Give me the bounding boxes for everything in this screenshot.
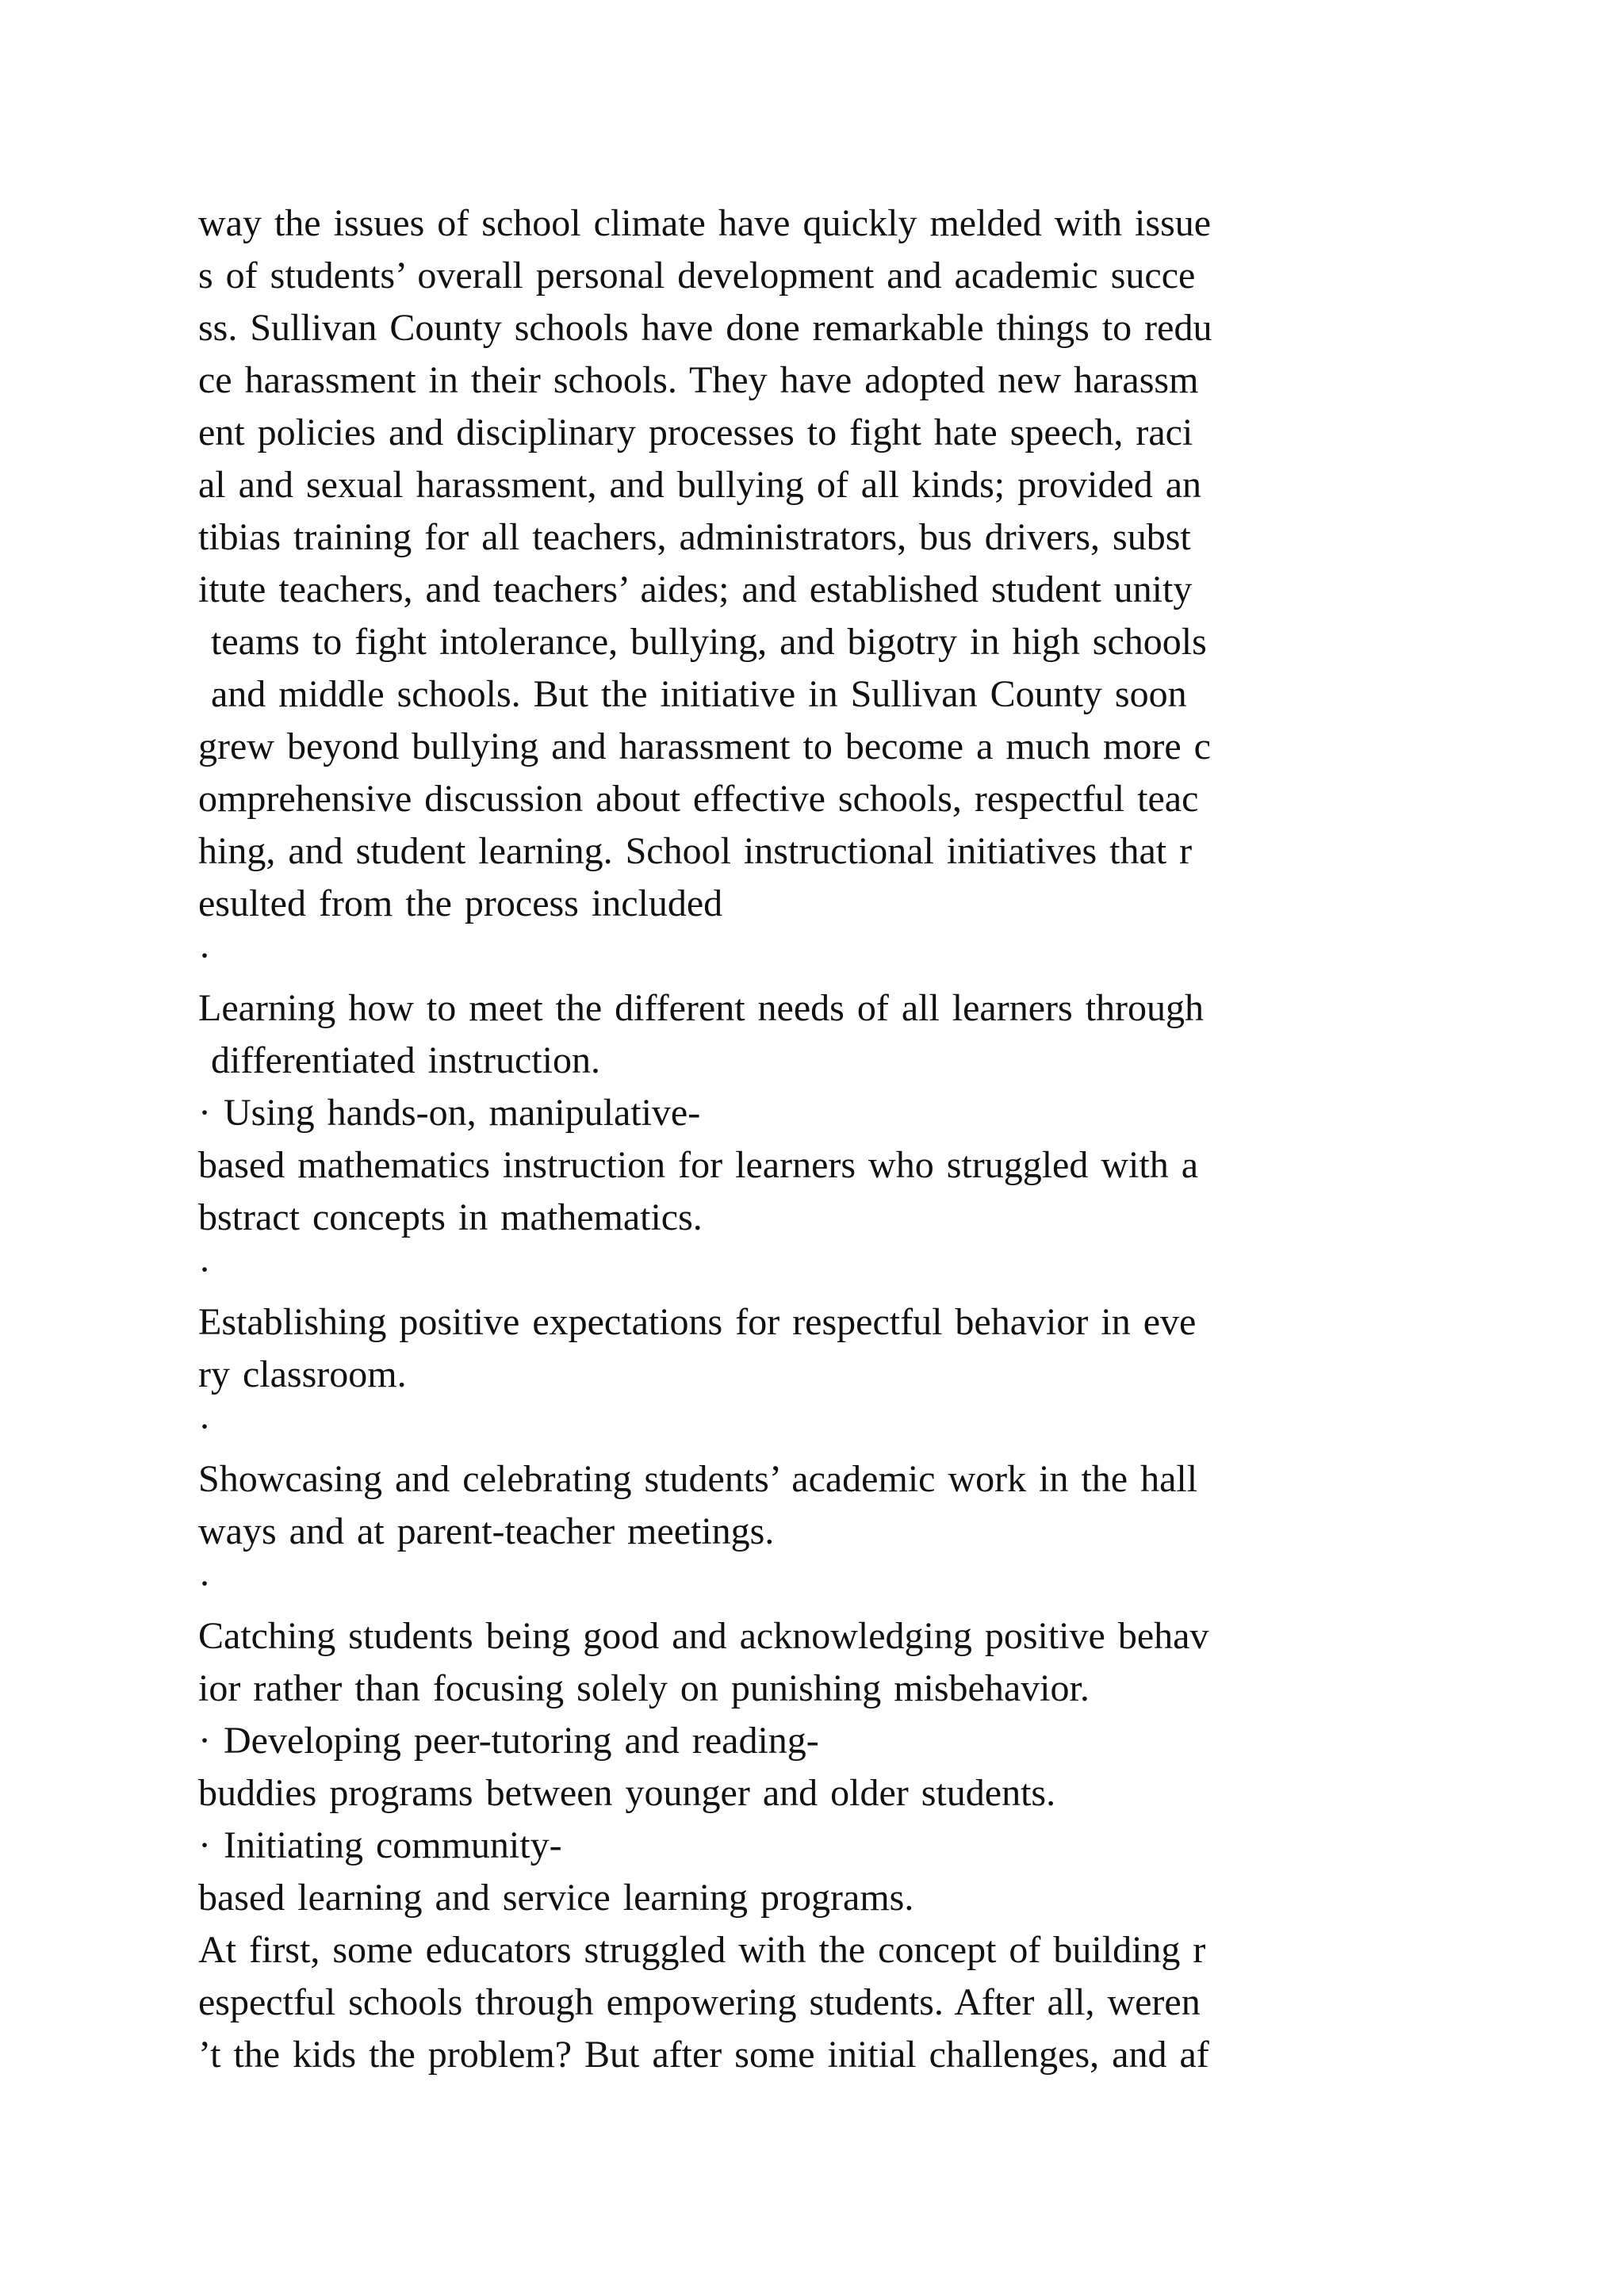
text-line: ss. Sullivan County schools have done remarkable things to redu (198, 307, 1212, 349)
text-line: hing, and student learning. School instructional initiatives that r (198, 830, 1193, 872)
text-line: ce harassment in their schools. They have adopted new harassm (198, 359, 1199, 401)
text-line: Learning how to meet the different needs of all learners through (198, 987, 1205, 1029)
text-line: tibias training for all teachers, administrators, bus drivers, subst (198, 516, 1191, 558)
bullet-marker: · (198, 1249, 211, 1291)
text-line: way the issues of school climate have quickly melded with issue (198, 202, 1212, 244)
text-line: · Developing peer-tutoring and reading- (198, 1720, 819, 1762)
text-line: buddies programs between younger and older students. (198, 1772, 1056, 1814)
text-line: Catching students being good and acknowledging positive behav (198, 1615, 1209, 1657)
text-line: esulted from the process included (198, 882, 723, 924)
text-line: · Using hands-on, manipulative- (198, 1092, 701, 1134)
text-line: s of students’ overall personal development and academic succe (198, 254, 1196, 297)
bullet-marker: · (198, 935, 211, 977)
text-line: ent policies and disciplinary processes to fight hate speech, raci (198, 411, 1193, 453)
text-line: and middle schools. But the initiative in Sullivan County soon (198, 673, 1187, 715)
text-line: based mathematics instruction for learners who struggled with a (198, 1144, 1198, 1186)
text-line: teams to fight intolerance, bullying, and bigotry in high schools (198, 621, 1207, 663)
text-line: bstract concepts in mathematics. (198, 1196, 703, 1238)
text-line: Showcasing and celebrating students’ academic work in the hall (198, 1458, 1198, 1500)
text-line: ior rather than focusing solely on punishing misbehavior. (198, 1667, 1090, 1709)
text-line: grew beyond bullying and harassment to become a much more c (198, 725, 1211, 767)
text-line: ry classroom. (198, 1353, 407, 1395)
text-line: differentiated instruction. (198, 1039, 600, 1081)
text-line: ’t the kids the problem? But after some initial challenges, and af (198, 2034, 1209, 2076)
text-line: al and sexual harassment, and bullying of all kinds; provided an (198, 464, 1202, 506)
text-line: Establishing positive expectations for respectful behavior in eve (198, 1301, 1197, 1343)
text-line: based learning and service learning programs. (198, 1877, 914, 1919)
text-line: · Initiating community- (198, 1824, 562, 1866)
text-line: espectful schools through empowering students. After all, weren (198, 1981, 1201, 2023)
text-line: itute teachers, and teachers’ aides; and established student unity (198, 568, 1193, 610)
bullet-marker: · (198, 1563, 211, 1605)
bullet-marker: · (198, 1406, 211, 1448)
text-line: omprehensive discussion about effective schools, respectful teac (198, 778, 1199, 820)
text-line: At first, some educators struggled with the concept of building r (198, 1929, 1206, 1971)
text-line: ways and at parent-teacher meetings. (198, 1510, 775, 1552)
body-text (198, 197, 1530, 2081)
